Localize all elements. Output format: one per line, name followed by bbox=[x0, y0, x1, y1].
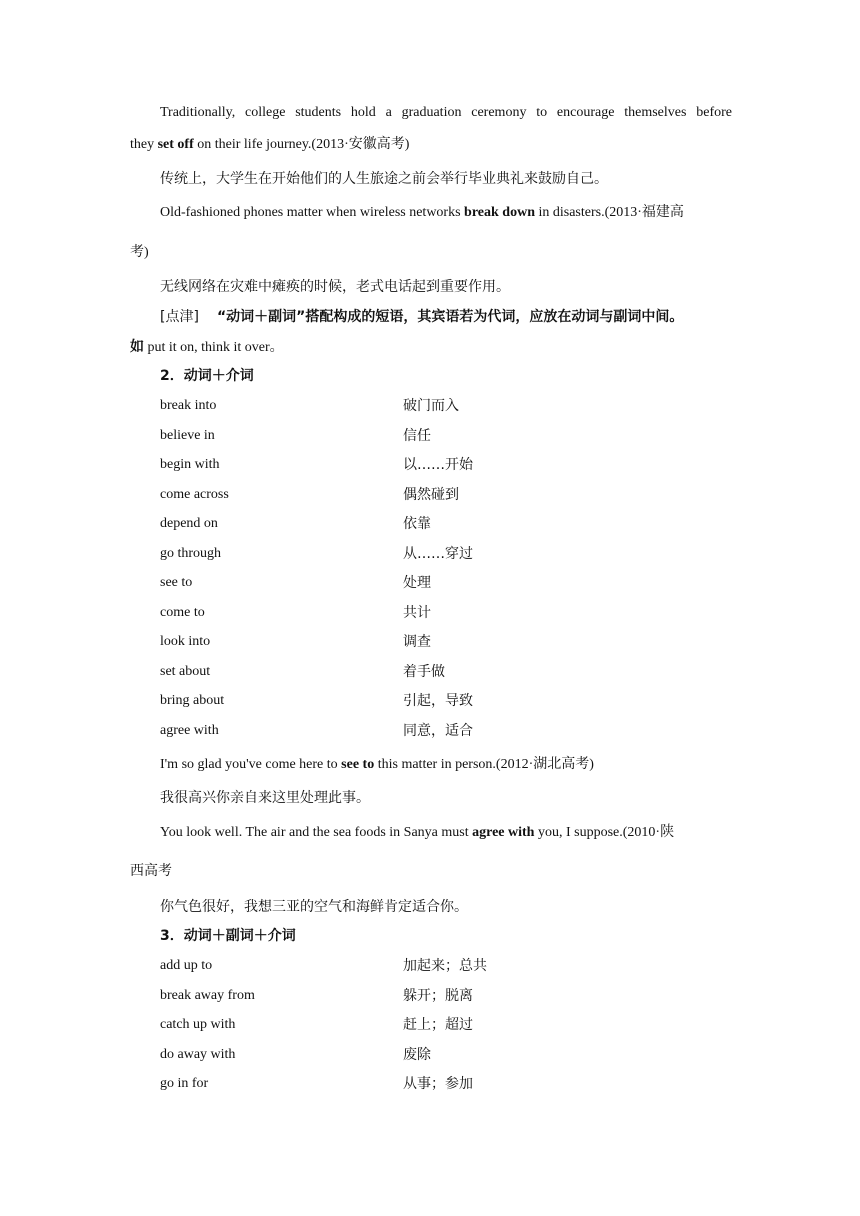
phrase-term: agree with bbox=[160, 722, 219, 738]
phrase-meaning: 着手做 bbox=[403, 663, 445, 680]
phrase-term: go in for bbox=[160, 1076, 209, 1091]
note-line-2: 如 put it on, think it over。 bbox=[130, 339, 284, 355]
phrase-term: add up to bbox=[160, 958, 213, 973]
phrase-term: bring about bbox=[160, 693, 225, 708]
phrase-meaning: 以……开始 bbox=[403, 457, 473, 473]
phrase-meaning: 处理 bbox=[403, 575, 431, 591]
example-2-line-2: 考) bbox=[130, 244, 149, 260]
phrase-meaning: 废除 bbox=[403, 1046, 431, 1063]
source-label: 安徽高考 bbox=[348, 136, 405, 152]
phrase-term: catch up with bbox=[160, 1017, 236, 1032]
phrase-agree-with: agree with bbox=[472, 825, 535, 840]
example-4-translation: 你气色很好，我想三亚的空气和海鲜肯定适合你。 bbox=[160, 899, 468, 915]
note-text: “动词＋副词”搭配构成的短语，其宾语若为代词，应放在动词与副词中间。 bbox=[216, 309, 684, 325]
phrase-term: set about bbox=[160, 663, 211, 679]
phrase-meaning: 共计 bbox=[403, 604, 431, 621]
phrase-meaning: 赶上；超过 bbox=[403, 1017, 473, 1033]
phrase-see-to: see to bbox=[341, 757, 375, 772]
phrase-term: do away with bbox=[160, 1046, 236, 1062]
note-tag: [点津] bbox=[160, 309, 199, 325]
example-1-line-2: they set off on their life journey.(2013·安徽高考) bbox=[130, 136, 410, 152]
phrase-meaning: 依靠 bbox=[403, 516, 431, 532]
phrase-term: go through bbox=[160, 545, 222, 561]
phrase-term: come to bbox=[160, 604, 205, 620]
phrase-meaning: 同意，适合 bbox=[403, 722, 473, 739]
phrase-meaning: 破门而入 bbox=[403, 398, 459, 414]
phrase-term: believe in bbox=[160, 427, 215, 443]
phrase-term: come across bbox=[160, 486, 229, 502]
example-1-line-1: Traditionally, college students hold a graduation ceremony to encourage themselves before bbox=[160, 105, 732, 120]
phrase-meaning: 从事；参加 bbox=[403, 1076, 473, 1092]
phrase-term: break into bbox=[160, 398, 217, 413]
phrase-meaning: 从……穿过 bbox=[403, 545, 473, 562]
example-4-line-1: You look well. The air and the sea foods in Sanya must agree with you, I suppose.(2010·陕 bbox=[160, 824, 675, 840]
phrase-meaning: 偶然碰到 bbox=[403, 486, 459, 503]
example-4-line-2: 西高考 bbox=[130, 863, 172, 879]
example-2-line-1: Old-fashioned phones matter when wireless networks break down in disasters.(2013·福建高 bbox=[160, 204, 684, 220]
phrase-meaning: 信任 bbox=[403, 427, 431, 444]
example-3-translation: 我很高兴你亲自来这里处理此事。 bbox=[160, 790, 370, 806]
phrase-meaning: 调查 bbox=[403, 634, 431, 650]
example-3-line: I'm so glad you've come here to see to this matter in person.(2012·湖北高考) bbox=[160, 756, 594, 772]
phrase-term: look into bbox=[160, 634, 211, 649]
example-1-translation: 传统上，大学生在开始他们的人生旅途之前会举行毕业典礼来鼓励自己。 bbox=[160, 171, 608, 187]
phrase-break-down: break down bbox=[464, 205, 535, 220]
phrase-term: see to bbox=[160, 575, 193, 590]
phrase-meaning: 加起来；总共 bbox=[403, 958, 487, 974]
phrase-term: begin with bbox=[160, 457, 220, 472]
phrase-term: break away from bbox=[160, 987, 255, 1003]
phrase-meaning: 引起，导致 bbox=[403, 693, 473, 709]
section-3-heading: 3．动词＋副词＋介词 bbox=[160, 928, 296, 944]
phrase-meaning: 躲开；脱离 bbox=[403, 987, 473, 1004]
phrase-set-off: set off bbox=[157, 137, 194, 152]
note-line-1 bbox=[160, 307, 683, 328]
section-2-heading: 2．动词＋介词 bbox=[160, 368, 254, 384]
phrase-term: depend on bbox=[160, 516, 218, 531]
example-2-translation: 无线网络在灾难中瘫痪的时候，老式电话起到重要作用。 bbox=[160, 279, 510, 295]
